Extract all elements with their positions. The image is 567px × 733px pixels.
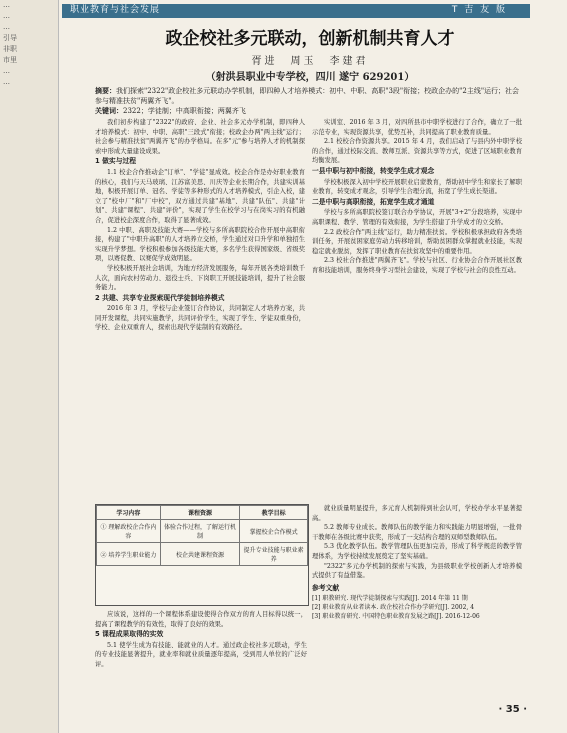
- margin-line: …: [3, 67, 10, 75]
- table-row: [97, 543, 308, 566]
- paragraph: 5.2 教师专业成长。教师队伍的教学能力和实践能力明显增强，一批骨干教师在各级比赛中获奖，形成了一支结构合理的双师型教师队伍。: [312, 524, 522, 541]
- left-margin-column: [0, 0, 59, 733]
- keywords-text: 2322；学徒制；中高职衔接；两翼齐飞: [123, 107, 246, 115]
- journal-edition-label: T 吉 友 版: [451, 5, 507, 15]
- table-cell: 校企共建课程资源: [160, 543, 239, 566]
- paragraph: 2.1 校校合作资源共享。2015 年 4 月，我们启动了与县内外中职学校的合作，通过校际交流、教师互派、资源共享等方式，促进了区域职业教育均衡发展。: [312, 138, 522, 165]
- page-number: · 35 ·: [498, 704, 527, 715]
- article-affiliation: （射洪县职业中专学校，四川 遂宁 629201）: [205, 72, 415, 83]
- reference-item: [3] 职业教育研究. 中国特色职业教育发展之路[J]. 2016-12-06: [312, 613, 480, 621]
- right-lower-column: [312, 504, 522, 621]
- table-header-cell: 课程资源: [160, 506, 239, 520]
- paragraph: "2322"多元办学机制的探索与实践，为县级职业学校创新人才培养模式提供了有益借鉴。: [312, 562, 522, 580]
- section-heading: 二是中职与高职衔接，拓宽学生成才通道: [312, 197, 435, 206]
- paragraph: 2.3 校社合作推进"两翼齐飞"。学校与社区、行业协会合作开展社区教育和技能培训，服务终身学习型社会建设，实现了学校与社会的良性互动。: [312, 257, 522, 274]
- margin-line: …: [3, 78, 10, 86]
- section-heading: 5 课程成果取得的实效: [95, 630, 164, 639]
- paragraph: 应该说，这样的一个课程体系建设使得合作双方的育人目标得以统一，提高了课程教学的有效性，取得了良好的效果。: [95, 611, 307, 628]
- paragraph: 1.2 中职、高职及技能大赛——学校与多所高职院校合作开展中高职衔接，构建了"中职升高职"的人才培养立交桥，学生通过对口升学和单独招生实现升学梦想。学校积极参加各级技能大赛，多名学生获得国家级、省级奖项，以赛促教、以赛促学成效明显。: [95, 226, 305, 263]
- table-cell: 体验合作过程，了解运行机制: [160, 520, 239, 543]
- references: [312, 584, 522, 622]
- paragraph: 就业质量明显提升，多元育人机制得到社会认可，学校办学水平显著提高。: [312, 505, 522, 522]
- curriculum-table: [95, 504, 309, 606]
- table-row: [97, 520, 308, 543]
- paragraph: 5.3 优化教学队伍。教学管理队伍更加完善，形成了科学规范的教学管理体系，为学校持续发展奠定了坚实基础。: [312, 543, 522, 560]
- left-column: [95, 118, 305, 333]
- section-heading: 一县中职与初中衔接，转变学生成才观念: [312, 166, 435, 175]
- right-column: [312, 118, 522, 276]
- paragraph: 学校与多所高职院校签订联合办学协议，开展"3+2"分段培养，实现中高职课程、教学、管理的有效衔接，为学生搭建了升学成才的立交桥。: [312, 209, 522, 226]
- paragraph: 2.2 政校合作"两主线"运行，助力精准扶贫。学校积极承担政府各类培训任务，开展贫困家庭劳动力转移培训，帮助贫困群众掌握就业技能，实现稳定就业脱贫，发挥了职业教育在扶贫攻坚中的重要作用。: [312, 228, 522, 255]
- margin-line: 非职: [3, 45, 17, 53]
- table-cell: ② 培养学生职业能力: [97, 543, 161, 566]
- references-heading: 参考文献: [312, 583, 340, 592]
- table: [96, 505, 308, 566]
- paragraph: 2016 年 3 月，学校与企业签订合作协议，共同制定人才培养方案，共同开发课程，共同实施教学，共同评价学生，实现了学生、学徒双重身份，学校、企业双重育人，探索出现代学徒制的有效路径。: [95, 305, 305, 332]
- reference-item: [1] 职教研究. 现代学徒制探索与实践[J]. 2014 年第 11 期: [312, 595, 468, 603]
- margin-line: 引导: [3, 34, 17, 42]
- table-header-cell: 学习内容: [97, 506, 161, 520]
- paragraph: 实训室、2016 年 3 月，对四所县市中职学校进行了合作，确立了一批示范专业，实现资源共享，优势互补，共同提高了职业教育质量。: [312, 119, 522, 136]
- reference-item: [2] 职业教育从业者读本. 政企校社合作办学研究[J]. 2002, 4: [312, 604, 475, 612]
- table-cell: ① 理解政校企合作内容: [97, 520, 161, 543]
- article-title: 政企校社多元联动，创新机制共育人才: [165, 29, 455, 49]
- table-header-cell: 教学目标: [240, 506, 308, 520]
- margin-line: …: [3, 12, 10, 20]
- paragraph: 学校积极深入初中学校开展职业启蒙教育，帮助初中学生和家长了解职业教育，转变成才观念，引导学生合理分流，拓宽了学生成长渠道。: [312, 178, 522, 196]
- paragraph: 学校积极开展社会培训，为地方经济发展服务，每年开展各类培训数千人次，面向农村劳动力、退役士兵、下岗职工开展技能培训，提升了社会服务能力。: [95, 264, 305, 292]
- paragraph: 5.1 使学生成为有技能、能就业的人才。通过政企校社多元联动，学生的专业技能显著提升，就业率和就业质量逐年提高，受到用人单位的广泛好评。: [95, 641, 307, 668]
- paragraph: 1.1 校企合作推动企"订单"、"学徒"显成效。校企合作是办好职业教育的核心，我们与天马玻璃、江苏富美思、川庆等企业长期合作，共建实训基地，积极开展订单、冠名、学徒等多种形式的人才培养模式，引企入校，建立了"校中厂"和"厂中校"，双方通过共建"基地"、共建"队伍"、共建"计划"、共建"课程"、共建"评价"，实现了学生在校学习与在岗实习的有机融合，促进校企深度合作，取得了显著成效。: [95, 168, 305, 224]
- article-authors: 胥进 周玉 李建君: [251, 56, 369, 67]
- section-heading: 1 做实与过程: [95, 157, 137, 166]
- abstract-label: 摘要：: [95, 87, 116, 95]
- keywords-label: 关键词：: [95, 107, 123, 115]
- abstract-text: 我们探索"2322"政企校社多元联动办学机制，即四种人才培养模式：初中、中职、高职"3段"衔接；校政企办的"2主线"运行；社会参与精准扶贫"两翼齐飞"。: [95, 87, 520, 105]
- table-cell: 掌握校企合作模式: [240, 520, 308, 543]
- margin-line: 市里: [3, 56, 17, 64]
- section-heading: 2 共建、共享专业探索现代学徒制培养模式: [95, 293, 225, 302]
- abstract-block: [95, 86, 520, 116]
- margin-line: …: [3, 1, 10, 9]
- below-table-text: [95, 610, 307, 670]
- margin-line: …: [3, 23, 10, 31]
- journal-section-title: 职业教育与社会发展: [70, 5, 161, 15]
- table-cell: 提升专业技能与职业素养: [240, 543, 308, 566]
- paragraph: 我们初步构建了"2322"的政府、企业、社会多元办学机制，即四种人才培养模式：初中、中职、高职"三段式"衔接；校政企办两"两主线"运行；社会参与精准扶贫"两翼齐飞"的办学格局。在多"元"参与培养人才的机制探索中形成大量建设成果。: [95, 119, 305, 155]
